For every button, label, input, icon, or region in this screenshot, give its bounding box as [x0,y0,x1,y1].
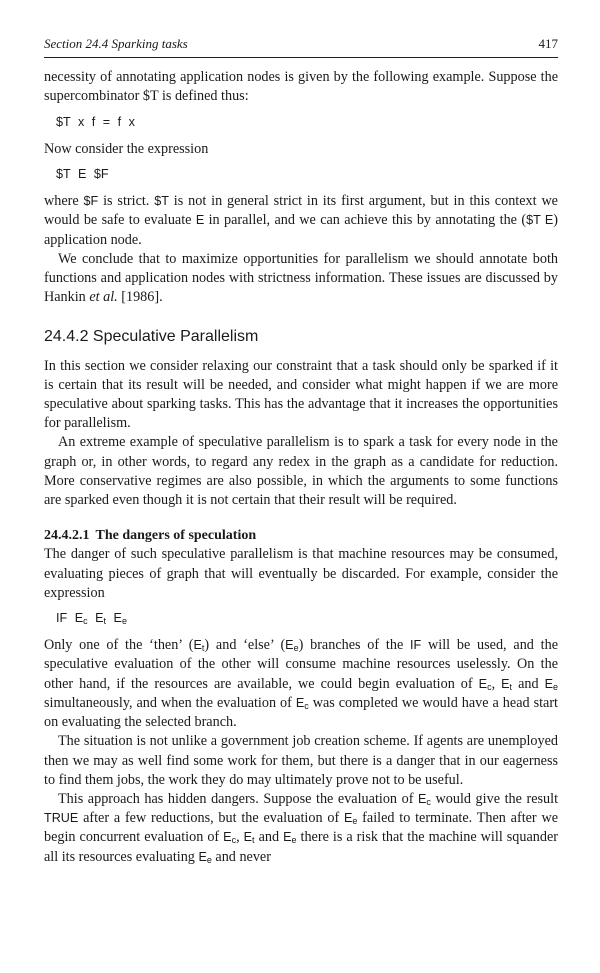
page-number: 417 [538,36,558,51]
paragraph-4: We conclude that to maximize opportunities for parallelism we should annotate both functions and application nodes with strictness information. These issues are discussed by Hankin et al. [1986]. [44,250,558,306]
paragraph-5: In this section we consider relaxing our constraint that a task should only be sparked if it is certain that its result will be needed, and consider what might happen if we are more speculative about sparking tasks. This has the advantage that it increases the opportunities for parallelism. [44,357,558,432]
paragraph-3: where $F is strict. $T is not in general strict in its first argument, but in this context we would be safe to evaluate E in parallel, and we can achieve this by annotating the ($T E) application node. [44,193,558,248]
code-if-expression: IF $E_c$ $E_t$ $E_e$ [56,611,127,627]
book-page [44,34,558,867]
code-expression: $T E $F [56,167,109,182]
paragraph-1: necessity of annotating application nodes is given by the following example. Suppose the supercombinator $T is defined thus: [44,69,558,105]
paragraph-6: An extreme example of speculative parallelism is to spark a task for every node in the graph or, in other words, to regard any redex in the graph as a candidate for reduction. More conservative regimes are also possible, in which the arguments to some functions are sparked even though it is not certain that their result will be required. [44,434,558,509]
subsection-heading: 24.4.2.1 The dangers of speculation [44,528,257,544]
running-header [44,34,558,58]
paragraph-9: The situation is not unlike a government job creation scheme. If agents are unemployed then we may as well find some work for them, but there is a danger that in our eagerness to find them jobs, the work they do may ultimately prove not to be useful. [44,733,558,788]
paragraph-8: Only one of the ‘then’ $(E_t)$ and ‘else’ $(E_e)$ branches of the IF will be used, and the speculative evaluation of the other will consume machine resources uselessly. On the other hand, if the resources are available, we could begin evaluation of $E_c$, $E_t$ and $E_e$ simultaneously, and when the evaluation of $E_c$ was completed we would have a head start on evaluating the selected branch. [44,637,559,731]
paragraph-2: Now consider the expression [44,140,209,157]
paragraph-7: The danger of such speculative parallelism is that machine resources may be consumed, evaluating pieces of graph that will eventually be discarded. For example, consider the expression [44,546,558,601]
section-heading: 24.4.2 Speculative Parallelism [44,328,259,346]
code-supercombinator-def: $T x f = f x [56,114,135,129]
paragraph-10: This approach has hidden dangers. Suppose the evaluation of $E_c$ would give the result TRUE after a few reductions, but the evaluation of $E_e$ failed to terminate. Then after we begin concurrent evaluation of $E_c$, $E_t$ and $E_e$ there is a risk that the machine will squander all its resources evaluating $E_e$ and never [44,790,559,865]
section-header: Section 24.4 Sparking tasks [44,36,188,51]
